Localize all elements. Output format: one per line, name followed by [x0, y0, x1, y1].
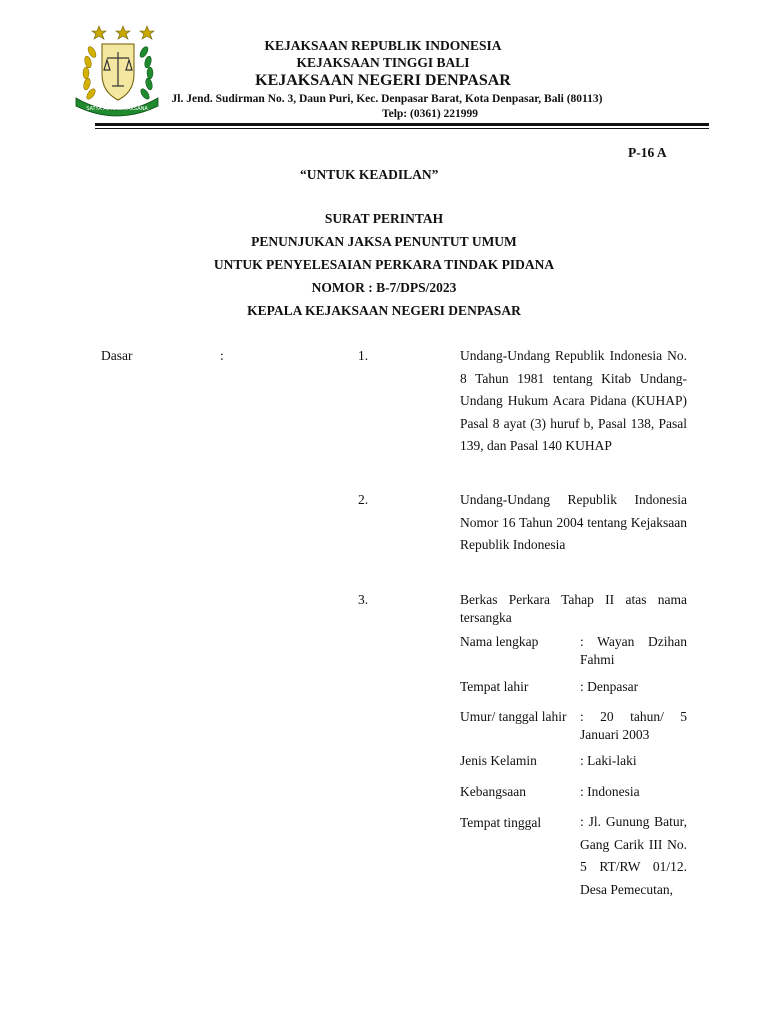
header-agency: KEJAKSAAN REPUBLIK INDONESIA: [264, 38, 502, 53]
suspect-gender-value: : Laki-laki: [580, 753, 637, 768]
doc-number: NOMOR : B-7/DPS/2023: [311, 280, 457, 295]
dasar-item-number: 3.: [358, 592, 369, 607]
doc-subtitle-2: UNTUK PENYELESAIAN PERKARA TINDAK PIDANA: [213, 257, 555, 272]
suspect-name-label: Nama lengkap: [460, 634, 539, 649]
suspect-age-value: : 20 tahun/ 5 Januari 2003: [580, 709, 687, 742]
dasar-item-text: Undang-Undang Republik Indonesia Nomor 16 Tahun 2004 tentang Kejaksaan Republik Indonesia: [460, 492, 687, 552]
doc-title: SURAT PERINTAH: [324, 211, 444, 226]
header-divider-thin: [95, 128, 709, 129]
motto: “UNTUK KEADILAN”: [300, 167, 439, 182]
dasar-item-text: Undang-Undang Republik Indonesia No. 8 Tahun 1981 tentang Kitab Undang-Undang Hukum Acara Pidana (KUHAP) Pasal 8 ayat (3) huruf b, Pasal 138, Pasal 139, dan Pasal 140 KUHAP: [460, 348, 687, 453]
suspect-address-label: Tempat tinggal: [460, 815, 542, 830]
header-address: Jl. Jend. Sudirman No. 3, Daun Puri, Kec. Denpasar Barat, Kota Denpasar, Bali (80113): [171, 93, 603, 105]
doc-issuer: KEPALA KEJAKSAAN NEGERI DENPASAR: [247, 303, 521, 318]
header-phone: Telp: (0361) 221999: [381, 108, 479, 120]
wheat-icon: [83, 45, 98, 100]
suspect-nationality-label: Kebangsaan: [460, 784, 526, 799]
dasar-item-text: Berkas Perkara Tahap II atas nama tersangka: [460, 592, 687, 625]
dasar-label: Dasar: [101, 348, 133, 363]
suspect-nationality-value: : Indonesia: [580, 784, 640, 799]
dasar-item-number: 2.: [358, 492, 369, 507]
dasar-item-number: 1.: [358, 348, 369, 363]
suspect-address-value: : Jl. Gunung Batur, Gang Carik III No. 5 RT/RW 01/12. Desa Pemecutan,: [580, 814, 687, 897]
suspect-birthplace-label: Tempat lahir: [460, 679, 529, 694]
suspect-name-value: : Wayan Dzihan Fahmi: [580, 634, 687, 667]
svg-text:SATYA ADHI WICAKSANA: SATYA ADHI WICAKSANA: [86, 106, 148, 112]
suspect-birthplace-value: : Denpasar: [580, 679, 639, 694]
header-divider-thick: [95, 123, 709, 126]
header-high-office: KEJAKSAAN TINGGI BALI: [296, 55, 470, 70]
suspect-age-label: Umur/ tanggal lahir: [460, 709, 567, 724]
suspect-gender-label: Jenis Kelamin: [460, 753, 537, 768]
header-district-office: KEJAKSAAN NEGERI DENPASAR: [255, 72, 511, 89]
stars-icon: [92, 26, 154, 39]
dasar-colon: :: [220, 348, 224, 363]
doc-subtitle-1: PENUNJUKAN JAKSA PENUNTUT UMUM: [251, 234, 517, 249]
form-code: P-16 A: [628, 145, 667, 160]
